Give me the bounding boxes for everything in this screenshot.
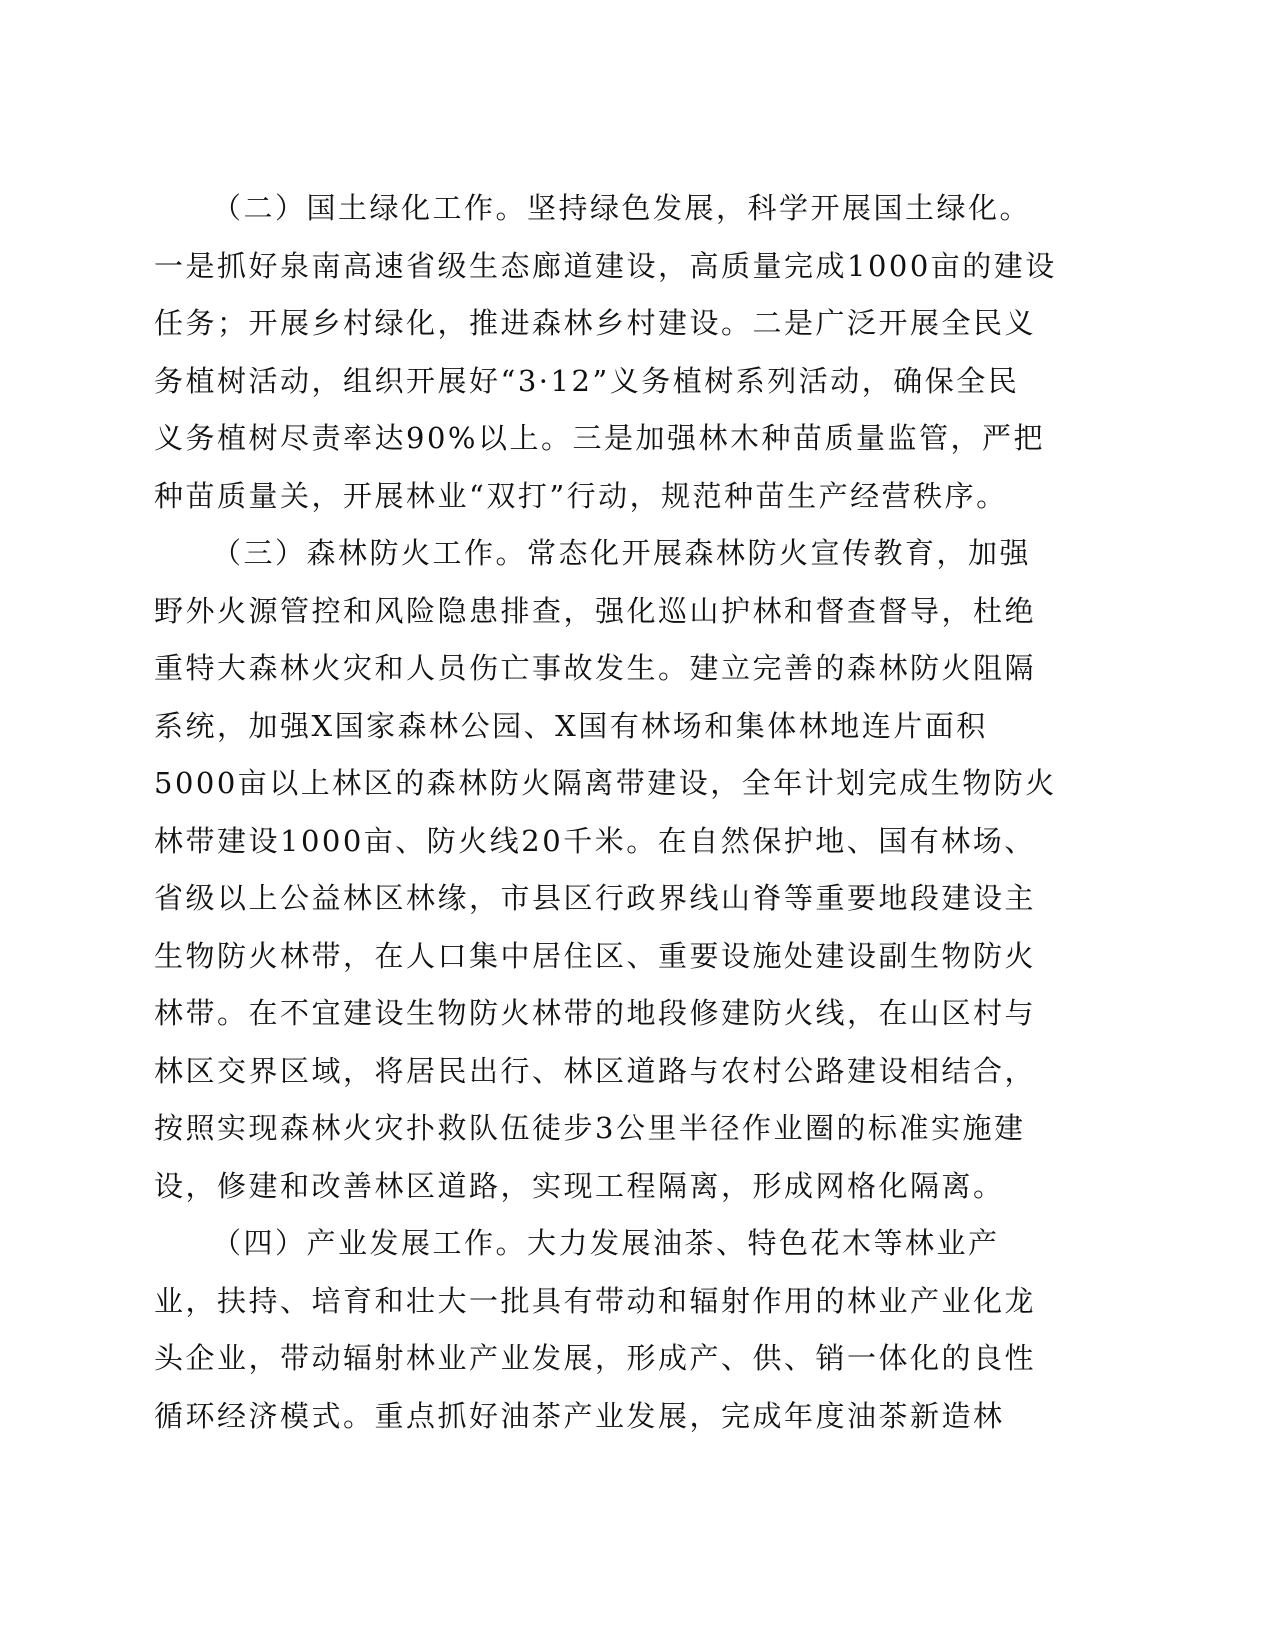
paragraph-line: （四）产业发展工作。大力发展油茶、特色花木等林业产 <box>212 1226 1000 1260</box>
paragraph-line: 省级以上公益林区林缘，市县区行政界线山脊等重要地段建设主 <box>154 881 1037 915</box>
paragraph-line: 任务；开展乡村绿化，推进森林乡村建设。二是广泛开展全民义 <box>154 306 1037 340</box>
paragraph-line: 设，修建和改善林区道路，实现工程隔离，形成网格化隔离。 <box>154 1168 1005 1203</box>
paragraph-line: 林带。在不宜建设生物防火林带的地段修建防火线，在山区村与 <box>154 996 1037 1030</box>
paragraph-line: 种苗质量关，开展林业“双打”行动，规范种苗生产经营秩序。 <box>154 478 1008 513</box>
paragraph-line: 重特大森林火灾和人员伤亡事故发生。建立完善的森林防火阻隔 <box>154 651 1037 685</box>
paragraph-line: 5000亩以上林区的森林防火隔离带建设，全年计划完成生物防火 <box>154 766 1057 800</box>
paragraph-line: 义务植树尽责率达90%以上。三是加强林木种苗质量监管，严把 <box>154 421 1045 455</box>
document-body <box>154 180 1094 1445</box>
paragraph-line: 生物防火林带，在人口集中居住区、重要设施处建设副生物防火 <box>154 938 1037 973</box>
paragraph-line: 一是抓好泉南高速省级生态廊道建设，高质量完成1000亩的建设 <box>154 248 1057 283</box>
paragraph-line: 林区交界区域，将居民出行、林区道路与农村公路建设相结合， <box>154 1053 1037 1088</box>
paragraph-line: （三）森林防火工作。常态化开展森林防火宣传教育，加强 <box>212 536 1032 570</box>
paragraph-line: 按照实现森林火灾扑救队伍徒步3公里半径作业圈的标准实施建 <box>154 1111 1026 1145</box>
paragraph-line: 野外火源管控和风险隐患排查，强化巡山护林和督查督导，杜绝 <box>154 593 1037 628</box>
paragraph-line: 头企业，带动辐射林业产业发展，形成产、供、销一体化的良性 <box>154 1341 1037 1375</box>
paragraph-line: 业，扶持、培育和壮大一批具有带动和辐射作用的林业产业化龙 <box>154 1283 1037 1318</box>
paragraph-line: 循环经济模式。重点抓好油茶产业发展，完成年度油茶新造林 <box>154 1398 1005 1433</box>
paragraph-industry-development <box>154 1215 1094 1445</box>
paragraph-line: 务植树活动，组织开展好“3·12”义务植树系列活动，确保全民 <box>154 363 1020 398</box>
paragraph-land-greening <box>154 180 1094 525</box>
paragraph-forest-fire-prevention <box>154 525 1094 1215</box>
paragraph-line: 林带建设1000亩、防火线20千米。在自然保护地、国有林场、 <box>154 823 1036 858</box>
paragraph-line: 系统，加强X国家森林公园、X国有林场和集体林地连片面积 <box>154 708 988 743</box>
paragraph-line: （二）国土绿化工作。坚持绿色发展，科学开展国土绿化。 <box>212 191 1032 225</box>
